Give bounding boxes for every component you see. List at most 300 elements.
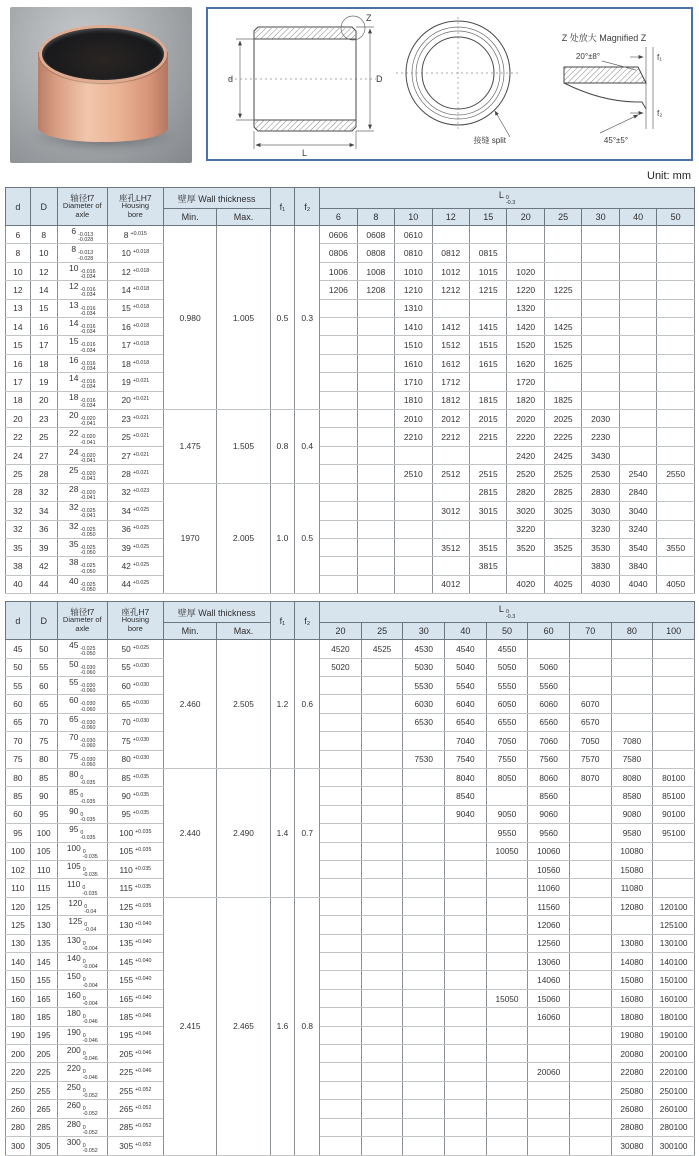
cell-bushing-code (357, 520, 394, 538)
cell-bushing-code: 1720 (507, 373, 544, 391)
dim-label-d: d (228, 74, 234, 84)
cell-bushing-code (657, 391, 695, 409)
table-row (6, 318, 695, 336)
cell-bushing-code (403, 787, 445, 805)
cell-bushing-code (320, 750, 362, 768)
cell-f1: 0.5 (270, 226, 295, 410)
cell-D: 16 (30, 318, 57, 336)
cell-housing-bore: 110 $^{+0.035}$ (107, 861, 163, 879)
table1-body (6, 226, 695, 594)
cell-bushing-code (486, 897, 528, 915)
cell-bushing-code (486, 1045, 528, 1063)
cell-D: 65 (30, 695, 57, 713)
cell-bushing-code: 1008 (357, 262, 394, 280)
cell-bushing-code (403, 1063, 445, 1081)
cell-bushing-code (403, 971, 445, 989)
cell-axle-f7: 15 -0.016 -0.034 (57, 336, 107, 354)
cell-bushing-code: 3040 (619, 502, 656, 520)
cell-bushing-code (657, 262, 695, 280)
cell-bushing-code: 2210 (395, 428, 432, 446)
cell-bushing-code: 1520 (507, 336, 544, 354)
cell-d: 250 (6, 1081, 31, 1099)
cell-bushing-code: 1412 (432, 318, 469, 336)
cell-axle-f7: 38 -0.025 -0.050 (57, 557, 107, 575)
l-column-header: 20 (507, 209, 544, 226)
cell-bushing-code: 10560 (528, 861, 570, 879)
cell-bushing-code (569, 842, 611, 860)
cell-bushing-code (619, 336, 656, 354)
cell-bushing-code (611, 658, 653, 676)
cell-bushing-code: 13060 (528, 953, 570, 971)
cell-bushing-code: 8050 (486, 768, 528, 786)
cell-axle-f7: 130 0 -0.004 (57, 934, 107, 952)
ring-view (396, 17, 520, 145)
cell-bushing-code (320, 861, 362, 879)
cell-D: 95 (30, 805, 57, 823)
cell-bushing-code: 0810 (395, 244, 432, 262)
split-label: 接缝 split (473, 136, 506, 145)
cell-bushing-code: 9060 (528, 805, 570, 823)
cell-d: 32 (6, 520, 31, 538)
cell-bushing-code: 12080 (611, 897, 653, 915)
table-row (6, 262, 695, 280)
table-row (6, 713, 695, 731)
cell-bushing-code: 3020 (507, 502, 544, 520)
cell-axle-f7: 300 0 -0.052 (57, 1137, 107, 1155)
cell-bushing-code (657, 410, 695, 428)
table-row (6, 336, 695, 354)
cell-bushing-code (486, 1118, 528, 1136)
cell-d: 50 (6, 658, 31, 676)
l-column-header: 25 (544, 209, 581, 226)
cell-bushing-code (445, 824, 487, 842)
cell-bushing-code (486, 1081, 528, 1099)
cell-bushing-code (582, 373, 619, 391)
l-column-header: 60 (528, 623, 570, 640)
cell-bushing-code (657, 502, 695, 520)
chamfer-angle-label: 20°±8° (575, 52, 601, 61)
cell-bushing-code (361, 971, 403, 989)
cell-housing-bore: 19 $^{+0.021}$ (107, 373, 163, 391)
cell-bushing-code: 6050 (486, 695, 528, 713)
cell-bushing-code (470, 446, 507, 464)
cell-bushing-code: 150100 (653, 971, 695, 989)
cell-bushing-code: 8040 (445, 768, 487, 786)
cell-bushing-code (486, 953, 528, 971)
cell-bushing-code (507, 226, 544, 244)
cell-bushing-code: 6060 (528, 695, 570, 713)
l-column-header: 70 (569, 623, 611, 640)
cell-housing-bore: 105 $^{+0.035}$ (107, 842, 163, 860)
cell-bushing-code (657, 318, 695, 336)
cell-bushing-code (361, 695, 403, 713)
cell-d: 200 (6, 1045, 31, 1063)
table-row (6, 824, 695, 842)
cell-D: 12 (30, 262, 57, 280)
cell-D: 14 (30, 281, 57, 299)
cell-bushing-code (470, 226, 507, 244)
cell-bushing-code: 1225 (544, 281, 581, 299)
cell-axle-f7: 85 0 -0.035 (57, 787, 107, 805)
cell-bushing-code: 1310 (395, 299, 432, 317)
cell-bushing-code (403, 916, 445, 934)
col-header-d: d (6, 602, 31, 640)
cell-f2: 0.6 (295, 640, 320, 769)
l-column-header: 20 (320, 623, 362, 640)
table-row (6, 373, 695, 391)
cell-f2: 0.7 (295, 768, 320, 897)
cell-bushing-code: 7560 (528, 750, 570, 768)
cell-d: 22 (6, 428, 31, 446)
l-column-header: 12 (432, 209, 469, 226)
cell-bushing-code: 2840 (619, 483, 656, 501)
cell-bushing-code (657, 520, 695, 538)
cell-housing-bore: 17 $^{+0.018}$ (107, 336, 163, 354)
cell-bushing-code: 3830 (582, 557, 619, 575)
cell-bushing-code: 2225 (544, 428, 581, 446)
cell-bushing-code: 180100 (653, 1008, 695, 1026)
cell-bushing-code (403, 1045, 445, 1063)
l-column-header: 30 (403, 623, 445, 640)
cell-d: 260 (6, 1100, 31, 1118)
cell-housing-bore: 50 $^{+0.025}$ (107, 640, 163, 658)
cell-bushing-code: 1625 (544, 354, 581, 372)
cell-bushing-code: 1320 (507, 299, 544, 317)
table-row (6, 244, 695, 262)
table-row (6, 971, 695, 989)
split-angle-label: 45°±5° (603, 136, 629, 145)
cell-bushing-code (657, 428, 695, 446)
cell-bushing-code: 3815 (470, 557, 507, 575)
cell-bushing-code (445, 916, 487, 934)
cell-axle-f7: 180 0 -0.046 (57, 1008, 107, 1026)
cell-bushing-code (569, 897, 611, 915)
cell-bushing-code: 1810 (395, 391, 432, 409)
cell-D: 155 (30, 971, 57, 989)
cell-bushing-code: 2220 (507, 428, 544, 446)
cell-bushing-code: 2530 (582, 465, 619, 483)
cell-bushing-code (403, 1081, 445, 1099)
l-column-header: 80 (611, 623, 653, 640)
cell-D: 18 (30, 354, 57, 372)
cell-bushing-code: 30080 (611, 1137, 653, 1155)
cell-bushing-code (361, 805, 403, 823)
cell-bushing-code (320, 373, 357, 391)
cell-bushing-code: 2520 (507, 465, 544, 483)
cell-bushing-code (403, 1137, 445, 1155)
cell-bushing-code (361, 1008, 403, 1026)
cell-d: 20 (6, 410, 31, 428)
cell-d: 28 (6, 483, 31, 501)
cell-D: 55 (30, 658, 57, 676)
cell-bushing-code (569, 1063, 611, 1081)
cell-bushing-code: 3012 (432, 502, 469, 520)
cell-bushing-code: 190100 (653, 1026, 695, 1044)
cell-bushing-code (569, 658, 611, 676)
cell-bushing-code (486, 1063, 528, 1081)
cell-bushing-code (320, 916, 362, 934)
technical-drawing-panel (206, 7, 693, 161)
l-column-header: 40 (619, 209, 656, 226)
cell-bushing-code: 22080 (611, 1063, 653, 1081)
cell-housing-bore: 70 $^{+0.030}$ (107, 713, 163, 731)
cell-bushing-code (544, 557, 581, 575)
cell-d: 32 (6, 502, 31, 520)
col-header-bore: 座孔LH7 Housing bore (107, 188, 163, 226)
cell-d: 95 (6, 824, 31, 842)
cell-bushing-code: 2525 (544, 465, 581, 483)
cell-axle-f7: 22 -0.020 -0.041 (57, 428, 107, 446)
cell-f2: 0.4 (295, 410, 320, 484)
cell-bushing-code (445, 989, 487, 1007)
cell-bushing-code (357, 391, 394, 409)
cell-D: 25 (30, 428, 57, 446)
cell-bushing-code (445, 971, 487, 989)
cell-bushing-code: 1210 (395, 281, 432, 299)
cell-bushing-code: 3240 (619, 520, 656, 538)
col-header-bore: 座孔H7 Housing bore (107, 602, 163, 640)
cell-bushing-code: 5020 (320, 658, 362, 676)
cell-bushing-code: 95100 (653, 824, 695, 842)
cell-D: 80 (30, 750, 57, 768)
cell-axle-f7: 280 0 -0.052 (57, 1118, 107, 1136)
cell-axle-f7: 32 -0.025 -0.041 (57, 502, 107, 520)
cell-bushing-code (320, 768, 362, 786)
cell-d: 75 (6, 750, 31, 768)
cell-bushing-code: 1610 (395, 354, 432, 372)
cell-housing-bore: 27 $^{+0.021}$ (107, 446, 163, 464)
cell-bushing-code (569, 1081, 611, 1099)
cell-bushing-code: 6030 (403, 695, 445, 713)
cell-bushing-code (361, 934, 403, 952)
cell-f1: 1.2 (270, 640, 295, 769)
cell-bushing-code (569, 1100, 611, 1118)
cell-bushing-code (528, 1081, 570, 1099)
l-column-header: 6 (320, 209, 357, 226)
cell-bushing-code: 3430 (582, 446, 619, 464)
cell-bushing-code (611, 916, 653, 934)
table-row (6, 299, 695, 317)
table-row (6, 695, 695, 713)
col-header-D: D (30, 188, 57, 226)
cell-housing-bore: 305 $^{+0.052}$ (107, 1137, 163, 1155)
cell-axle-f7: 100 0 -0.035 (57, 842, 107, 860)
cell-bushing-code (653, 640, 695, 658)
cell-d: 12 (6, 281, 31, 299)
cell-housing-bore: 12 $^{+0.018}$ (107, 262, 163, 280)
cell-bushing-code: 1812 (432, 391, 469, 409)
cell-housing-bore: 65 $^{+0.030}$ (107, 695, 163, 713)
cell-housing-bore: 155 $^{+0.040}$ (107, 971, 163, 989)
cell-D: 225 (30, 1063, 57, 1081)
cell-bushing-code (569, 1137, 611, 1155)
cell-bushing-code (320, 391, 357, 409)
cell-bushing-code (569, 1008, 611, 1026)
cell-bushing-code: 260100 (653, 1100, 695, 1118)
cell-bushing-code: 200100 (653, 1045, 695, 1063)
cell-bushing-code: 2010 (395, 410, 432, 428)
cell-bushing-code: 80100 (653, 768, 695, 786)
table-row (6, 732, 695, 750)
cell-bushing-code: 20080 (611, 1045, 653, 1063)
table-row (6, 446, 695, 464)
cell-bushing-code (657, 336, 695, 354)
cell-axle-f7: 150 0 -0.004 (57, 971, 107, 989)
cell-bushing-code (320, 971, 362, 989)
cell-bushing-code: 13080 (611, 934, 653, 952)
cell-bushing-code (403, 897, 445, 915)
cell-bushing-code: 7060 (528, 732, 570, 750)
cell-bushing-code (403, 989, 445, 1007)
cell-bushing-code: 7050 (486, 732, 528, 750)
cell-f2: 0.5 (295, 483, 320, 593)
col-header-min: Min. (163, 623, 217, 640)
cell-bushing-code (320, 1008, 362, 1026)
cell-D: 130 (30, 916, 57, 934)
cell-D: 28 (30, 465, 57, 483)
cell-bushing-code: 90100 (653, 805, 695, 823)
cell-wall-min: 1.475 (163, 410, 217, 484)
cell-bushing-code (445, 1100, 487, 1118)
cell-bushing-code (320, 732, 362, 750)
cell-bushing-code: 2512 (432, 465, 469, 483)
cell-housing-bore: 15 $^{+0.018}$ (107, 299, 163, 317)
cell-bushing-code: 220100 (653, 1063, 695, 1081)
cell-housing-bore: 90 $^{+0.035}$ (107, 787, 163, 805)
cell-bushing-code: 0808 (357, 244, 394, 262)
cell-bushing-code (320, 842, 362, 860)
cell-axle-f7: 10 -0.016 -0.034 (57, 262, 107, 280)
cell-bushing-code (582, 262, 619, 280)
cell-d: 15 (6, 336, 31, 354)
cell-bushing-code (432, 226, 469, 244)
cell-D: 32 (30, 483, 57, 501)
cell-axle-f7: 14 -0.016 -0.034 (57, 318, 107, 336)
cell-d: 160 (6, 989, 31, 1007)
cell-bushing-code: 3025 (544, 502, 581, 520)
cell-D: 105 (30, 842, 57, 860)
table-row (6, 1026, 695, 1044)
cell-bushing-code (445, 1045, 487, 1063)
cell-bushing-code: 16080 (611, 989, 653, 1007)
cell-bushing-code: 3540 (619, 538, 656, 556)
table-row (6, 1118, 695, 1136)
cell-bushing-code (445, 879, 487, 897)
cell-bushing-code: 7050 (569, 732, 611, 750)
cell-bushing-code (357, 557, 394, 575)
cell-bushing-code (611, 676, 653, 694)
cell-bushing-code (657, 226, 695, 244)
cell-housing-bore: 8 $^{+0.015}$ (107, 226, 163, 244)
cell-bushing-code (320, 695, 362, 713)
table2-header (6, 602, 695, 640)
l-column-header: 30 (582, 209, 619, 226)
cell-bushing-code (320, 897, 362, 915)
cell-axle-f7: 24 -0.020 -0.041 (57, 446, 107, 464)
cell-bushing-code (619, 446, 656, 464)
cell-D: 50 (30, 640, 57, 658)
cell-bushing-code (320, 879, 362, 897)
table-row (6, 879, 695, 897)
cell-bushing-code (611, 640, 653, 658)
cell-bushing-code: 9550 (486, 824, 528, 842)
cell-bushing-code (582, 281, 619, 299)
cell-axle-f7: 40 -0.025 -0.050 (57, 575, 107, 593)
cell-housing-bore: 39 $^{+0.025}$ (107, 538, 163, 556)
cell-D: 39 (30, 538, 57, 556)
cell-bushing-code (653, 732, 695, 750)
cell-bushing-code (657, 281, 695, 299)
cell-bushing-code: 6540 (445, 713, 487, 731)
cell-bushing-code: 1012 (432, 262, 469, 280)
cell-d: 150 (6, 971, 31, 989)
cell-bushing-code: 5560 (528, 676, 570, 694)
cell-d: 70 (6, 732, 31, 750)
cell-bushing-code (403, 732, 445, 750)
cell-bushing-code: 6040 (445, 695, 487, 713)
cell-bushing-code (569, 971, 611, 989)
cell-housing-bore: 60 $^{+0.030}$ (107, 676, 163, 694)
cell-bushing-code (445, 1081, 487, 1099)
cell-bushing-code: 4025 (544, 575, 581, 593)
cell-bushing-code: 0606 (320, 226, 357, 244)
col-header-D: D (30, 602, 57, 640)
cell-bushing-code (432, 446, 469, 464)
cell-bushing-code: 8560 (528, 787, 570, 805)
cell-d: 130 (6, 934, 31, 952)
cell-bushing-code: 15050 (486, 989, 528, 1007)
cell-bushing-code (569, 1026, 611, 1044)
cell-bushing-code: 15080 (611, 971, 653, 989)
cell-bushing-code: 1006 (320, 262, 357, 280)
cell-bushing-code: 3030 (582, 502, 619, 520)
cell-bushing-code: 1710 (395, 373, 432, 391)
cell-housing-bore: 195 $^{+0.046}$ (107, 1026, 163, 1044)
table-row (6, 676, 695, 694)
cell-bushing-code: 1815 (470, 391, 507, 409)
cell-d: 18 (6, 391, 31, 409)
cell-d: 280 (6, 1118, 31, 1136)
cell-bushing-code: 2825 (544, 483, 581, 501)
cell-D: 110 (30, 861, 57, 879)
cell-bushing-code: 4525 (361, 640, 403, 658)
cell-f2: 0.8 (295, 897, 320, 1155)
cell-bushing-code (320, 1045, 362, 1063)
cell-bushing-code: 11060 (528, 879, 570, 897)
cell-bushing-code (582, 336, 619, 354)
cell-axle-f7: 45 -0.025 -0.050 (57, 640, 107, 658)
cell-bushing-code (395, 502, 432, 520)
cell-d: 110 (6, 879, 31, 897)
cell-bushing-code: 1206 (320, 281, 357, 299)
cell-bushing-code (445, 1008, 487, 1026)
magnified-z-title: Z 处放大 Magnified Z (561, 33, 647, 43)
cell-d: 13 (6, 299, 31, 317)
cell-d: 6 (6, 226, 31, 244)
cell-bushing-code: 3015 (470, 502, 507, 520)
cell-f2: 0.3 (295, 226, 320, 410)
cell-bushing-code (569, 861, 611, 879)
cell-D: 19 (30, 373, 57, 391)
cell-bushing-code: 11080 (611, 879, 653, 897)
table-row (6, 897, 695, 915)
cell-bushing-code: 3840 (619, 557, 656, 575)
cell-bushing-code: 125100 (653, 916, 695, 934)
table-row (6, 989, 695, 1007)
cell-bushing-code (361, 861, 403, 879)
table-row (6, 575, 695, 593)
dim-label-L: L (302, 148, 308, 158)
